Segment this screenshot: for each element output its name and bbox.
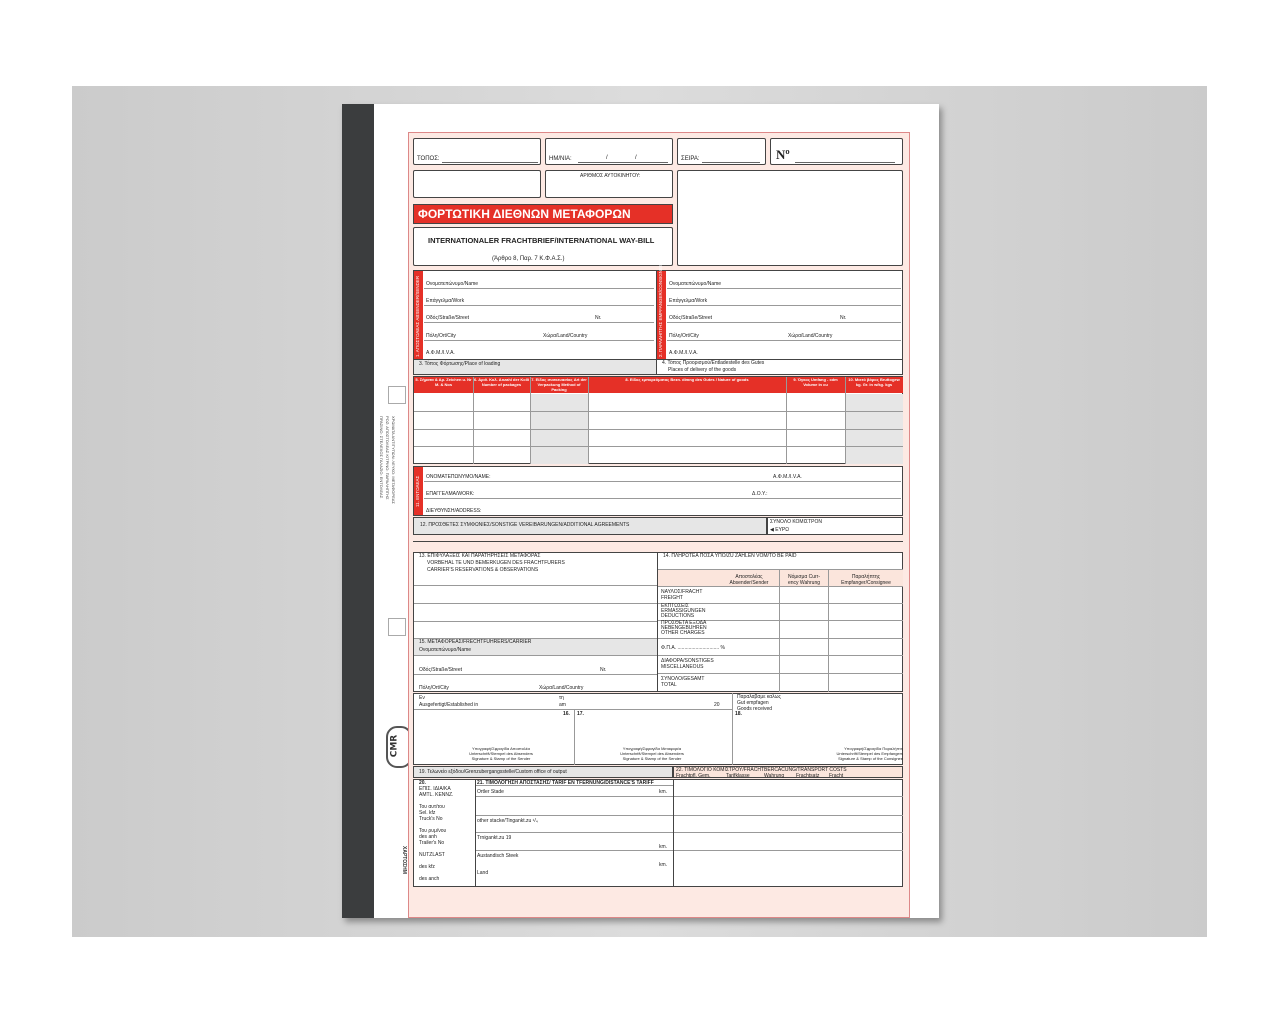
order-side-bar: 11. ΕΝΤΟΛΕΑΣ	[414, 467, 423, 515]
number-box[interactable]	[770, 138, 903, 165]
reservations-line1: 13. ΕΠΙΦΥΛΑΞΕΙΣ ΚΑΙ ΠΑΡΑΤΗΡΗΣΕΙΣ ΜΕΤΑΦΟΡΑΣ	[419, 553, 541, 559]
vehicle-line: des kfz	[419, 864, 435, 870]
reservations-line3: CARRIER'S RESERVATIONS & OBSERVATIONS	[427, 567, 539, 573]
pay-row-vat: Φ.Π.Α. .............................. %	[661, 645, 726, 651]
side-note-3: ΠΡΑΣΙΝΟ: ΣΤΕΛΕΧΟΣ ΓΑΛΑΖΙΟ: ΕΝΤΟΛΕΑΣ	[379, 416, 384, 499]
place-box[interactable]	[413, 138, 541, 165]
sender-vat: Α.Φ.Μ./Ι.V.A.	[426, 350, 455, 356]
order-work: ΕΠΑΓΓΕΛΜΑ/WORK:	[426, 491, 475, 497]
established-in: Ausgefertigt/Established in	[419, 702, 479, 708]
place-label: ΤΟΠΟΣ:	[417, 156, 440, 162]
reservations-line2: VORBEHAL TE UND BEMERKUGEN DES FRACHTFURERS	[427, 560, 565, 566]
order-name: ΟΝΟΜΑΤΕΠΩΝΥΜΟ/NAME:	[426, 474, 491, 480]
consignee-name: Ονοματεπώνυμο/Name	[669, 281, 722, 287]
vehicle-line: Του αυτ/του	[419, 804, 445, 810]
vehicle-line: ΕΠΙΣ. ΙΔΙΑ/ΚΑ	[419, 786, 451, 792]
consignee-street: Οδός/Straße/Street	[669, 315, 712, 321]
col-marks: 5. Σήματα & Αρ. Zeichen u. Nr M. & Nos	[415, 377, 472, 387]
carrier-title: 15. ΜΕΤΑΦΟΡΕΑΣ/FRECHTFUHRERS/CARRIER	[419, 639, 532, 645]
payments-title: 14. ΠΛΗΡΩΤΕΑ ΠΟΣΑ ΥΠΟ/ZU ZAHLEN VOM/TO BE PAID	[663, 553, 797, 559]
pad-spine	[342, 104, 374, 918]
delivery-line1: 4. Τόπος Προορισμού/Entladestelle des Gutes	[662, 360, 765, 366]
side-note-1: ΧΡΩΜΑΤΑ ΑΝΤΙΤΥΠΩΝ: ΛΕΥΚΟ: ΜΕΤΑΦΟΡΕΑΣ	[391, 416, 396, 504]
vehicle-box[interactable]	[545, 170, 673, 198]
carrier-city: Πόλη/Ort/City	[419, 685, 449, 691]
pay-row-other: ΠΡΟΣΘΕΤΑ ΕΞΟΔΑ NEBENGEBUHREN OTHER CHARGES	[661, 620, 707, 636]
carrier-name: Ονοματεπώνυμο/Name	[419, 647, 472, 653]
blank-box[interactable]	[413, 170, 541, 198]
place-of-loading: 3. Τόπος Φόρτωσης/Place of loading	[419, 361, 501, 367]
col-packing: 7. Είδος συσκευασίας Art der Verpackung Method of Packing	[531, 377, 587, 392]
sender-street: Οδός/Straße/Street	[426, 315, 469, 321]
payments-col-sender: Αποστολέας Absender/Sender	[729, 574, 769, 586]
payments-col-currency: Νόμισμα Curr- ency Wahrung	[787, 574, 821, 586]
vehicle-line: des anch	[419, 876, 440, 882]
vehicle-line: Trailer's No	[419, 840, 445, 846]
stamp-box[interactable]	[677, 170, 903, 266]
vehicle-line: ΑΜΤL. ΚΕΝΝΖ.	[419, 792, 454, 798]
title-intl: INTERNATIONALER FRACHTBRIEF/INTERNATIONAL WAY-BILL	[428, 236, 655, 245]
vehicle-line: Sel. kfz	[419, 810, 436, 816]
col-packages: 6. Αριθ. Κολ. Anzahl der Kolli Number of packages	[473, 377, 530, 387]
col-weight: 10. Μικτό βάρος Bruttogew kg. Gr. in w/kg. kgs	[848, 377, 900, 387]
vehicle-line: NUTZLAST	[419, 852, 445, 858]
series-box[interactable]	[677, 138, 766, 165]
pay-row-freight: ΝΑΥΛΟΣ/FRACHT FREIGHT	[661, 589, 703, 601]
brand-mark: ΧΑΡΤΟΣΗΜ	[401, 846, 407, 874]
cmr-logo: CMR	[386, 726, 412, 768]
punch-square-bottom	[388, 618, 406, 636]
punch-square-top	[388, 386, 406, 404]
title-bar	[413, 204, 673, 224]
delivery-line2: Places of delivery of the goods	[668, 367, 737, 373]
order-address: ΔΙΕΥΘΥΝΣΗ/ADDRESS:	[426, 508, 482, 514]
waybill-pad	[342, 104, 939, 918]
costs-header: 22. ΤΙΜΟΛΟΓΙΟ ΚΟΜΙΣΤΡΟΥ/FRACHTBERCACUNG/TRANSPORT COSTS Frachtpfl. Gem. Tarifklasse Wahrung Frachtsatz Fracht	[673, 766, 903, 778]
series-label: ΣΕΙΡΑ:	[681, 156, 700, 162]
title-article: (Άρθρο 8, Παρ. 7 Κ.Φ.Α.Σ.)	[492, 256, 565, 262]
side-note-2: ΡΟΖ: ΑΠΟΣΤΟΛΕΑΣ ΚΙΤΡΙΝΟ: ΠΑΡΑΛΗΠΤΗΣ	[385, 416, 390, 500]
vehicle-label: ΑΡΙΘΜΟΣ ΑΥΤΟΚΙΝΗΤΟΥ:	[580, 173, 641, 179]
sender-signature: Υπογραφή/Σφραγίδα Αποστολέα Unterschrift/Stempel des Absenders Signature & Stamp of the Sender	[469, 746, 533, 761]
total-fare-box[interactable]: ΣΥΝΟΛΟ ΚΟΜΙΣΤΡΟΝ ◀ ΕΥΡΩ	[767, 517, 903, 535]
pay-row-total: ΣΥΝΟΛΟ/GESAMT TOTAL	[661, 676, 705, 688]
customs-bar: 19. Τελωνείο εξόδου/Grenzubergangsstelle/Custom office of output	[413, 766, 673, 778]
carrier-street: Οδός/Straße/Street	[419, 667, 462, 673]
intl-title-box	[413, 227, 673, 266]
consignee-city: Πόλη/Ort/City	[669, 333, 699, 339]
sender-name: Ονοματεπώνυμο/Name	[426, 281, 479, 287]
title-greek: ΦΟΡΤΩΤΙΚΗ ΔΙΕΘΝΩΝ ΜΕΤΑΦΟΡΩΝ	[418, 207, 631, 221]
sender-side-bar: 1. ΑΠΟΣΤΟΛΕΑΣ ABSENDER/SENDER	[414, 271, 423, 359]
payments-col-consignee: Παραλήπτης Empfanger/Consignee	[841, 574, 891, 586]
sender-work: Επάγγελμα/Work	[426, 298, 465, 304]
consignee-signature: Υπογραφή/Σφραγίδα Παραλήπτη Unterschrift/Stempel des Empfangers Signature & Stamp of the Consignee	[836, 746, 903, 761]
consignee-side-bar: 2. ΠΑΡΑΛΗΠΤΗΣ EMPFANGER/CONSIGNEE	[657, 271, 666, 359]
pay-row-deductions: ΕΚΠΤΩΣΕΙΣ ERMASSIGUNGEN DEDUCTIONS	[661, 603, 706, 619]
number-label: Nº	[776, 147, 790, 162]
consignee-work: Επάγγελμα/Work	[669, 298, 708, 304]
waybill-form: ΤΟΠΟΣ: ΗΜ/ΝΙΑ: / / ΣΕΙΡΑ: Nº ΑΡΙΘΜΟΣ ΑΥΤΟΚΙΝΗΤΟΥ: ΦΟΡΤΩΤΙΚΗ ΔΙΕΘΝΩΝ ΜΕΤΑΦΟΡΩΝ INTERNATIONALER FRACHTBRIEF/INTERNATIONAL WAY-BILL (Άρθρο 8, Παρ. 7 Κ.Φ.Α.Σ.) 1. ΑΠΟΣΤΟΛΕΑΣ ABSENDER/SENDER 2. ΠΑΡΑΛΗΠΤΗΣ EMPFANGER/CONSIGNEE Ονοματεπώνυμο/Name Επάγγελμα/Work Οδός/Straße/Street Nr. Πόλη/Ort/City Χώρα/Land/Country Α.Φ.Μ./Ι.V.A. Ονοματεπώνυμο/Name Επάγγελμα/Work Οδός/Straße/Street Nr. Πόλη/Ort/City Χώρα/Land/Country Α.Φ.Μ./Ι.V.A. 3. Τόπος Φόρτωσης/Place of loading 4. Τόπος Προορισμού/Entladestelle des Gutes Places of delivery of the goods 5. Σήματα & Αρ. Zeichen u. Nr M. & Nos 6. Αριθ. Κολ. Anzahl der Kolli Number of packages 7. Είδος συσκευασίας Art der Verpackung Method of Packing 8. Είδος εμπορεύματος Bezn. dimng des Gutes / Nature of goods 9. Όγκος Umfang - cdm Volume in cu 10. Μικτό βάρος Bruttogew kg. Gr. in w/kg. kgs 11. ΕΝΤΟΛΕΑΣ ΟΝΟΜΑΤΕΠΩΝΥΜΟ/NAME: Α.Φ.Μ./Ι.V.A. ΕΠΑΓΓΕΛΜΑ/WORK: Δ.Ο.Υ.: ΔΙΕΥΘΥΝΣΗ/ADDRESS: 12. ΠΡΟΣΘΕΤΕΣ ΣΥΜΦΩΝΙΕΣ/SONSTIGE VEREIBARUNGEN/ADDITIONAL AGREEMENTS ΣΥΝΟΛΟ ΚΟΜΙΣΤΡΟΝ ◀ ΕΥΡΩ 13. ΕΠΙΦΥΛΑΞΕΙΣ ΚΑΙ ΠΑΡΑΤΗΡΗΣΕΙΣ ΜΕΤΑΦΟΡΑΣ VORBEHAL TE UND BEMERKUGEN DES FRACHTFURERS CARRIER'S RESERVATIONS & OBSERVATIONS 14. ΠΛΗΡΩΤΕΑ ΠΟΣΑ ΥΠΟ/ZU ZAHLEN VOM/TO BE PAID Αποστολέας Absender/Sender Νόμισμα Curr- ency Wahrung Παραλήπτης Empfanger/Consignee ΝΑΥΛΟΣ/FRACHT FREIGHT ΕΚΠΤΩΣΕΙΣ ERMASSIGUNGEN DEDUCTIONS ΠΡΟΣΘΕΤΑ ΕΞΟΔΑ NEBENGEBUHREN OTHER CHARGES Φ.Π.Α. .............................. % ΔΙΑΦΟΡΑ/SONSTIGES MISCELLANEOUS ΣΥΝΟΛΟ/GESAMT TOTAL 15. ΜΕΤΑΦΟΡΕΑΣ/FRECHTFUHRERS/CARRIER Ονοματεπώνυμο/Name Οδός/Straße/Street Nr. Πόλη/Ort/City Χώρα/Land/Country Εν Ausgefertigt/Established in τη am 20 Παραλαβαμε καλως Gut empfagen Goods received 16. 17. 18. Υπογραφή/Σφραγίδα Αποστολέα Unterschrift/Stempel des Absenders Signature & Stamp of the Sender Υπογραφή/Σφραγίδα Μεταφορέα Unterschrift/Stempel des Absenders Signature & Stamp of the Sender Υπογραφή/Σφραγίδα Παραλήπτη Unterschrift/Stempel des Empfangers Signature & Stamp of the Consignee 19. Τελωνείο εξόδου/Grenzubergangsstelle/Custom office of output 22. ΤΙΜΟΛΟΓΙΟ ΚΟΜΙΣΤΡΟΥ/FRACHTBERCACUNG/TRANSPORT COSTS Frachtpfl. Gem. Tarifklasse Wahrung Frachtsatz Fracht 20. 21. ΤΙΜΟΛΟΓΗΣΗ ΑΠΟΣΤΑΣΗΣ/ TARIF EN TFERNUNG/DISTANCE'S TARIFF Ortler Stade km. other stacke/Tingankt.zu ¹/₄ Trnigankt.zu 19 km. Austandisch Steek km. Land ΕΠΙΣ. ΙΔΙΑ/ΚΑ ΑΜΤL. ΚΕΝΝΖ. Του αυτ/του Sel. kfz Truck's No Του ρυμ/νου des anh Trailer's No NUTZLAST des kfz des anch	[408, 132, 910, 918]
pay-row-misc: ΔΙΑΦΟΡΑ/SONSTIGES MISCELLANEOUS	[661, 658, 714, 670]
vehicle-line: Truck's No	[419, 816, 443, 822]
tariff-title: 21. ΤΙΜΟΛΟΓΗΣΗ ΑΠΟΣΤΑΣΗΣ/ TARIF EN TFERNUNG/DISTANCE'S TARIFF	[477, 780, 654, 786]
consignee-vat: Α.Φ.Μ./Ι.V.A.	[669, 350, 698, 356]
vehicle-line: des anh	[419, 834, 437, 840]
date-label: ΗΜ/ΝΙΑ:	[549, 156, 572, 162]
col-nature: 8. Είδος εμπορεύματος Bezn. dimng des Gutes / Nature of goods	[625, 377, 749, 382]
carrier-signature: Υπογραφή/Σφραγίδα Μεταφορέα Unterschrift/Stempel des Absenders Signature & Stamp of the Sender	[620, 746, 684, 761]
date-box[interactable]: ΗΜ/ΝΙΑ: / /	[545, 138, 673, 165]
vehicle-line: Του ρυμ/νου	[419, 828, 447, 834]
sender-city: Πόλη/Ort/City	[426, 333, 456, 339]
col-volume: 9. Όγκος Umfang - cdm Volume in cu	[793, 377, 838, 387]
agreements-bar: 12. ΠΡΟΣΘΕΤΕΣ ΣΥΜΦΩΝΙΕΣ/SONSTIGE VEREIBARUNGEN/ADDITIONAL AGREEMENTS	[413, 517, 767, 535]
